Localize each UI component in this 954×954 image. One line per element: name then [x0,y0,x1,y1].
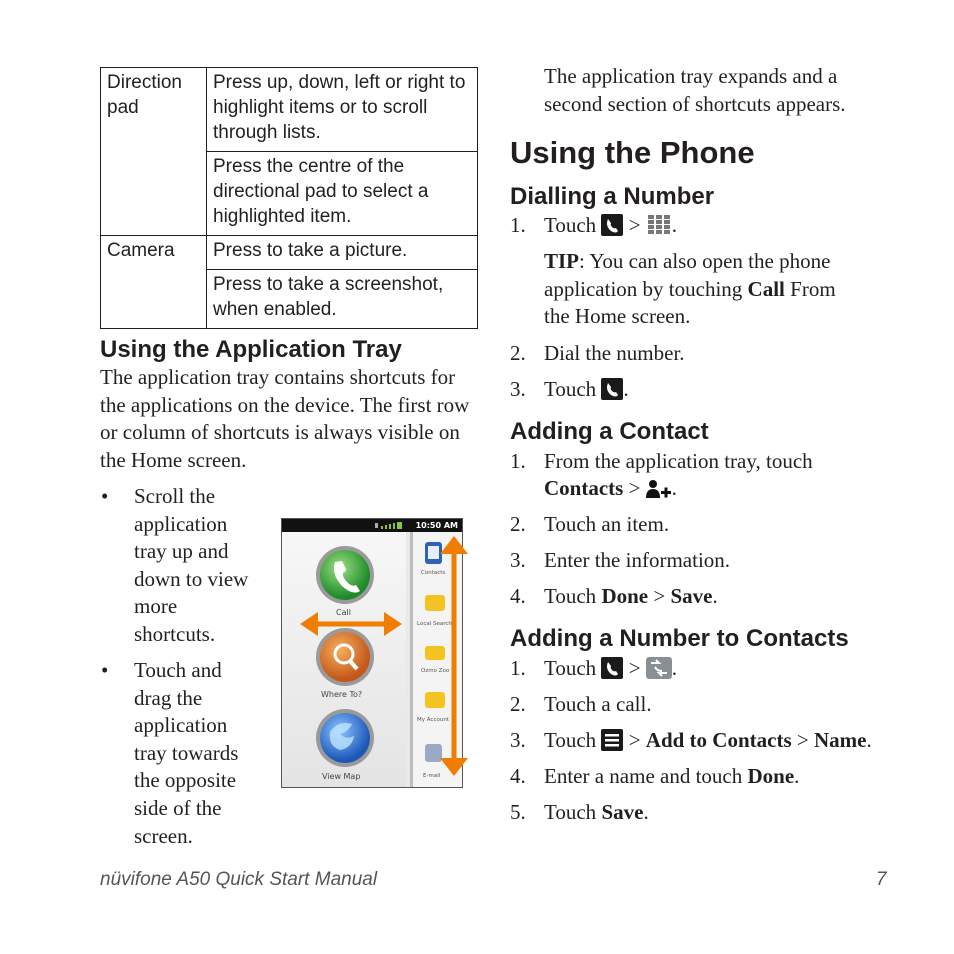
step-number: 1. [510,213,526,237]
section-heading-adding-number: Adding a Number to Contacts [510,625,849,652]
page-number: 7 [876,869,887,890]
separator: > [653,584,666,608]
table-action-cell: Press the centre of the directional pad to select a highlighted item. [207,152,478,236]
table-action-cell: Press up, down, left or right to highlight items or to scroll through lists. [207,68,478,152]
step-text: Touch [544,584,602,608]
tip-label: TIP [544,249,580,273]
step-number: 1. [510,656,526,680]
table-row [101,236,478,270]
footer-manual-title: nüvifone A50 Quick Start Manual [100,869,378,890]
tip-body-end: From the Home screen. [544,276,836,329]
contacts-label: Contacts [544,476,624,500]
vertical-arrow-head [440,536,468,554]
table-action-cell: Press to take a screenshot, when enabled. [207,270,478,329]
step-number: 2. [510,512,526,536]
step-text: Touch [544,728,597,752]
save-label: Save [601,800,644,824]
step-number: 3. [510,377,526,401]
done-label: Done [601,584,649,608]
phone-icon [601,657,623,679]
period: . [794,764,800,788]
app-label: View Map [322,772,361,781]
menu-icon [601,729,623,751]
step-number: 5. [510,800,526,824]
vertical-arrow-head [440,758,468,776]
name-label: Name [813,728,867,752]
step-item-continued [544,475,677,503]
step-item [544,212,677,240]
save-label: Save [670,584,713,608]
step-item [544,376,629,404]
add-contact-icon [646,479,672,499]
step-number: 4. [510,584,526,608]
tip-body: : You can also open the phone application by touching [544,249,831,301]
separator: > [628,213,641,237]
step-item [544,727,872,755]
period: . [623,377,629,401]
app-label: E-mail [423,773,441,779]
dialpad-icon [646,214,672,236]
period: . [671,476,677,500]
drag-arrows-icon [296,530,476,780]
step-item: Enter the information. [544,548,731,572]
step-item: Dial the number. [544,341,685,365]
separator: > [628,656,641,680]
step-number: 2. [510,692,526,716]
step-number: 2. [510,341,526,365]
step-item: From the application tray, touch [544,449,813,473]
period: . [866,728,872,752]
bullet-mark: • [101,484,109,508]
phone-icon [601,214,623,236]
separator: > [628,728,641,752]
table-key-cell: Camera [101,236,207,329]
step-item [544,655,677,683]
button-function-table [100,67,478,329]
step-text: Touch [544,800,602,824]
horizontal-arrow-head [384,612,402,636]
step-item: Touch an item. [544,512,670,536]
tip-call: Call [747,276,785,301]
call-log-icon [646,657,672,679]
step-text: Enter a name and touch [544,764,748,788]
tip-text [544,248,864,331]
step-item [544,799,649,827]
add-to-contacts-label: Add to Contacts [645,728,792,752]
continuation-text: The application tray expands and a second section of shortcuts appears. [544,64,846,116]
status-time: 10:50 AM [415,521,458,530]
done-label: Done [747,764,795,788]
phone-icon [601,378,623,400]
page-title: Using the Phone [510,135,755,170]
bullet-item: Touch and drag the application tray towards the opposite side of the screen. [134,658,239,848]
table-key-cell: Direction pad [101,68,207,236]
step-number: 3. [510,548,526,572]
period: . [712,584,718,608]
section-heading-adding-contact: Adding a Contact [510,418,709,445]
step-text: Touch [544,656,597,680]
bullet-item: Scroll the application tray up and down to view more shortcuts. [134,484,249,646]
section-heading-app-tray: Using the Application Tray [100,336,402,363]
app-label: Ozmo Zoo [421,668,450,674]
table-row [101,68,478,152]
step-number: 4. [510,764,526,788]
horizontal-arrow-head [300,612,318,636]
signal-icon [375,522,403,529]
step-text: Touch [544,213,597,237]
app-label: Where To? [321,690,363,699]
step-text: Touch [544,377,597,401]
step-item [544,583,718,611]
period: . [671,213,678,237]
app-label: My Account [417,717,449,723]
app-label: Contacts [421,570,446,576]
separator: > [628,476,641,500]
period: . [643,800,649,824]
app-label: Local Search [417,621,452,627]
step-item: Touch a call. [544,692,652,716]
step-number: 3. [510,728,526,752]
step-number: 1. [510,449,526,473]
step-item [544,763,799,791]
section-heading-dialling: Dialling a Number [510,183,715,210]
table-action-cell: Press to take a picture. [207,236,478,270]
bullet-mark: • [101,658,109,682]
period: . [671,656,678,680]
app-tray-intro: The application tray contains shortcuts for the applications on the device. The first row or column of shortcuts is always visible on the Home screen. [100,365,470,472]
app-label: Call [336,608,351,617]
separator: > [796,728,809,752]
